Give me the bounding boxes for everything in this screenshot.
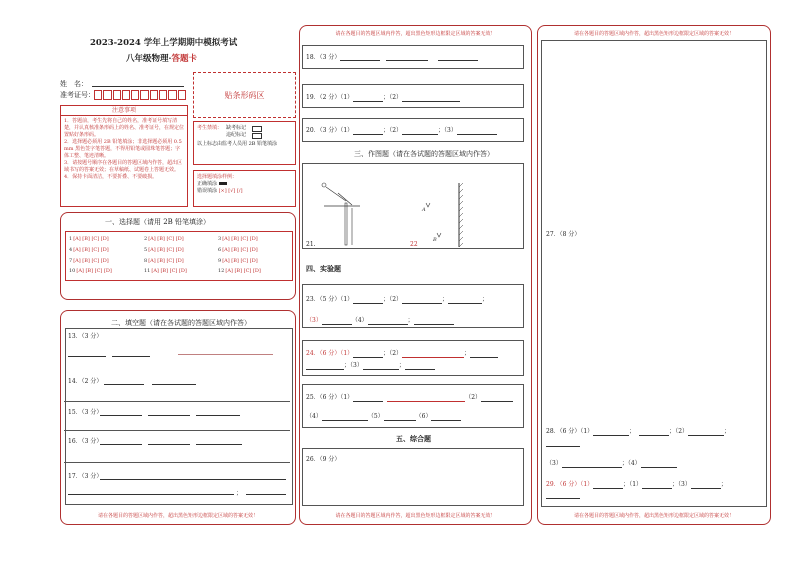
q28-text: 28．（6 分）（1） [546, 428, 594, 435]
q24-text-4: ； [344, 362, 351, 369]
q24-blank[interactable] [405, 363, 435, 370]
choice-number: 2 [144, 236, 148, 242]
q28-blank[interactable] [641, 461, 677, 468]
boundary-warning: 请在各题目的答题区域内作答，超出黑色矩形边框限定区域的答案无效！ [335, 31, 496, 37]
q23-text-2: ；（2） [383, 296, 403, 303]
q20-blank[interactable] [353, 128, 383, 135]
q13-label: 13．（3 分） [68, 333, 103, 340]
boundary-warning: 请在各题目的答题区域内作答，超出黑色矩形边框限定区域的答案无效！ [97, 513, 258, 519]
q24-text-6: ； [398, 362, 405, 369]
q24-line-1 [306, 350, 498, 358]
q25-text-3: （4） [306, 413, 322, 420]
divider [64, 430, 290, 431]
q29-text-5: （3） [678, 481, 691, 488]
q29-text-3: （1） [629, 481, 643, 488]
q29-line-1 [546, 481, 727, 489]
section-fill [60, 310, 296, 525]
point-a: A [422, 207, 426, 213]
barcode-label: 贴条形码区 [224, 90, 265, 100]
choice-number: 1 [69, 236, 73, 242]
point-b-mark [437, 233, 441, 237]
choice-item[interactable] [218, 258, 258, 264]
q24-text-2: ；（2） [383, 350, 403, 357]
choice-item[interactable] [69, 247, 109, 253]
exam-status-note: 以上标志由监考人员用 2B 铅笔填涂 [197, 141, 278, 147]
q20-text-3: ；（3） [438, 127, 457, 134]
q17-label: 17．（3 分） [68, 473, 103, 480]
choice-item[interactable] [144, 268, 187, 274]
q26-label: 26．（9 分） [306, 456, 341, 463]
q13-blank[interactable] [178, 354, 273, 355]
q23-text-6: （4） [351, 317, 368, 324]
light-ray [326, 187, 346, 201]
q15-blank[interactable] [196, 415, 240, 416]
q29-text-4: ； [672, 481, 679, 488]
choice-number: 7 [69, 258, 73, 264]
q14-blank[interactable] [104, 384, 144, 385]
q29-blank[interactable] [546, 498, 580, 499]
mirror-hatch [459, 183, 463, 247]
q20-text-2: ；（2） [383, 127, 403, 134]
q25-blank[interactable] [353, 395, 383, 402]
notes-title: 注意事项 [61, 106, 187, 116]
section-comprehensive-title: 五、综合题 [396, 434, 431, 443]
q28-text-4: （2） [675, 428, 689, 435]
correct-fill-label: 正确填涂 [197, 181, 218, 187]
q27-answer-area[interactable] [541, 40, 767, 507]
section-choice-title: 一、选择题（请用 2B 铅笔填涂） [105, 218, 211, 226]
q25-blank[interactable] [322, 414, 368, 421]
q23-line-2 [306, 317, 454, 325]
q25-blank[interactable] [384, 414, 416, 421]
name-label: 姓 名： [60, 80, 88, 88]
q23-blank[interactable] [402, 297, 442, 304]
id-boxes[interactable] [94, 90, 186, 100]
q17-semicolon: ； [236, 490, 243, 497]
note-item: 4．保持卡面清洁，不要折叠、不要破损。 [64, 174, 158, 180]
q23-blank[interactable] [322, 318, 352, 325]
choice-number: 5 [144, 247, 148, 253]
q24-line-2 [306, 362, 435, 370]
q19-text: 19．（2 分）（1） [306, 94, 354, 101]
q20-text: 20．（3 分）（1） [306, 127, 354, 134]
section-choice [60, 212, 296, 300]
q20-label [306, 127, 497, 135]
wrong-fill-marks: [×] [√] [/] [218, 188, 243, 194]
choice-number: 12 [218, 268, 225, 274]
q24-blank[interactable] [363, 363, 399, 370]
divider [64, 401, 290, 402]
divider [64, 462, 290, 463]
q15-label: 15．（3 分） [68, 409, 103, 416]
q13-blank[interactable] [68, 356, 106, 357]
q13-blank[interactable] [112, 356, 150, 357]
card-label: 答题卡 [171, 54, 197, 64]
subject-name: 八年级物理 [126, 54, 169, 64]
q24-blank[interactable] [402, 351, 464, 358]
notes-box [60, 105, 188, 207]
choice-number: 6 [218, 247, 222, 253]
absent-label: 缺考标记 [226, 125, 247, 131]
violation-checkbox[interactable] [252, 133, 262, 139]
q20-blank[interactable] [402, 128, 438, 135]
choice-item[interactable] [218, 236, 258, 242]
q23-blank[interactable] [448, 297, 482, 304]
correct-fill-mark [219, 182, 227, 185]
q19-blank[interactable] [353, 95, 383, 102]
q25-blank[interactable] [387, 395, 465, 402]
choice-options[interactable]: [A] [B] [C] [D] [151, 268, 187, 274]
absent-checkbox[interactable] [252, 126, 262, 132]
choice-options[interactable]: [A] [B] [C] [D] [222, 247, 258, 253]
q16-blank[interactable] [100, 444, 142, 445]
q28-line-3 [546, 460, 677, 468]
choice-number: 4 [69, 247, 73, 253]
q15-blank[interactable] [100, 415, 142, 416]
pole [345, 203, 347, 245]
q28-text-6: （3） [546, 460, 562, 467]
subject-title [126, 52, 197, 64]
q16-blank[interactable] [196, 444, 242, 445]
point-a-mark [426, 203, 430, 207]
q20-blank[interactable] [457, 128, 497, 135]
q28-blank[interactable] [639, 429, 669, 436]
q28-text-7: ； [621, 460, 628, 467]
q18-blank[interactable] [386, 60, 428, 61]
choice-options[interactable]: [A] [B] [C] [D] [222, 236, 258, 242]
fill-sample-box [193, 170, 296, 207]
choice-options[interactable]: [A] [B] [C] [D] [73, 258, 109, 264]
q23-blank[interactable] [414, 318, 454, 325]
q14-blank[interactable] [152, 384, 196, 385]
q23-text: 23．（5 分）（1） [306, 296, 354, 303]
choice-item[interactable] [69, 258, 109, 264]
q23-blank[interactable] [368, 318, 408, 325]
q19-blank[interactable] [402, 95, 460, 102]
q28-blank[interactable] [546, 446, 580, 447]
q28-blank[interactable] [562, 461, 622, 468]
q23-blank[interactable] [353, 297, 383, 304]
section-experiment-title: 四、实验题 [306, 264, 341, 273]
q24-text-5: （3） [350, 362, 363, 369]
q23-text-3: ； [442, 296, 449, 303]
choice-number: 10 [69, 268, 76, 274]
q29-blank[interactable] [691, 482, 721, 489]
q23-text-7: ； [407, 317, 414, 324]
name-field[interactable] [92, 86, 184, 87]
q28-blank[interactable] [593, 429, 629, 436]
choice-number: 9 [218, 258, 222, 264]
choice-options[interactable]: [A] [B] [C] [D] [148, 258, 184, 264]
note-item: 3．请按题号顺序在各题目的答题区域内作答，超出区域书写的答案无效；在草稿纸、试题卷上答题无效。 [64, 160, 183, 173]
q16-blank[interactable] [148, 444, 190, 445]
choice-number: 11 [144, 268, 151, 274]
q28-blank[interactable] [688, 429, 724, 436]
q16-label: 16．（3 分） [68, 438, 103, 445]
q25-blank[interactable] [481, 395, 513, 402]
barcode-area [193, 72, 296, 118]
choice-options[interactable]: [A] [B] [C] [D] [76, 268, 112, 274]
wrong-fill-label: 错误填涂 [197, 188, 218, 194]
q23-text-4: ； [482, 296, 489, 303]
q25-text-4: （5） [367, 413, 384, 420]
choice-number: 8 [144, 258, 148, 264]
q14-label: 14．（2 分） [68, 378, 103, 385]
exam-status-box [193, 121, 296, 165]
choice-options[interactable]: [A] [B] [C] [D] [73, 236, 109, 242]
q28-text-3: ； [669, 428, 676, 435]
q23-text-5: （3） [306, 317, 322, 324]
q24-text: 24．（6 分）（1） [306, 350, 354, 357]
q25-line-1 [306, 394, 513, 402]
choice-item[interactable] [218, 268, 261, 274]
q19-label [306, 94, 460, 102]
q25-text-2: （2） [465, 394, 482, 401]
exam-status-label: 考生禁填： [197, 125, 223, 131]
q25-text: 25．（6 分）（1） [306, 394, 354, 401]
choice-options[interactable]: [A] [B] [C] [D] [148, 236, 184, 242]
q23-line-1 [306, 296, 488, 304]
choice-item[interactable] [144, 236, 184, 242]
choice-item[interactable] [218, 247, 258, 253]
light-source [322, 183, 326, 187]
choice-options[interactable]: [A] [B] [C] [D] [148, 247, 184, 253]
choice-item[interactable] [144, 247, 184, 253]
q28-text-5: ； [724, 428, 731, 435]
note-item: 1．答题前，考生先将自己的姓名，准考证号填写清楚，并认真核准条形码上的姓名、准考证号，在规定位置贴好条形码。 [64, 118, 185, 138]
q15-blank[interactable] [148, 415, 190, 416]
section-drawing-title: 三、作图题（请在各试题的答题区域内作答） [354, 150, 494, 158]
q28-line-1 [546, 428, 730, 436]
q24-blank[interactable] [306, 363, 344, 370]
q24-blank[interactable] [470, 351, 498, 358]
q29-text-2: ； [623, 481, 630, 488]
q17-blank[interactable] [68, 494, 234, 495]
choice-item[interactable] [69, 236, 109, 242]
q27-label: 27．（8 分） [546, 231, 581, 238]
exam-title: 2023-2024 学年上学期期中模拟考试 [90, 38, 238, 48]
q25-text-5: （6） [415, 413, 432, 420]
id-label: 准考证号： [60, 91, 95, 99]
fill-sample-label: 选择题填涂样例： [197, 174, 238, 180]
q24-box[interactable] [302, 340, 524, 376]
q28-text-2: ； [629, 428, 636, 435]
point-b: B [433, 237, 437, 243]
q28-text-8: （4） [627, 460, 641, 467]
boundary-warning: 请在各题目的答题区域内作答，超出黑色矩形边框限定区域的答案无效！ [573, 31, 734, 37]
boundary-warning: 请在各题目的答题区域内作答，超出黑色矩形边框限定区域的答案无效！ [335, 513, 496, 519]
q29-blank[interactable] [593, 482, 623, 489]
section-fill-title: 二、填空题（请在各试题的答题区域内作答） [111, 319, 251, 327]
choice-item[interactable] [69, 268, 112, 274]
boundary-warning: 请在各题目的答题区域内作答，超出黑色矩形边框限定区域的答案无效！ [573, 513, 734, 519]
drawing-figure [302, 163, 524, 249]
choice-item[interactable] [144, 258, 184, 264]
choice-number: 3 [218, 236, 222, 242]
title-dot: · [168, 54, 172, 64]
choice-options[interactable]: [A] [B] [C] [D] [73, 247, 109, 253]
violation-label: 违纪标记 [226, 132, 247, 138]
q18-blank[interactable] [438, 60, 478, 61]
q24-blank[interactable] [353, 351, 383, 358]
q21-label: 21. [306, 241, 316, 248]
q25-box[interactable] [302, 384, 524, 428]
q22-label: 22 [410, 241, 418, 248]
q18-blank[interactable] [340, 60, 380, 61]
note-item: 2．选择题必须用 2B 铅笔填涂；非选择题必须用 0.5 mm 黑色签字笔答题，不得用铅笔或圆珠笔答题；字体工整、笔迹清晰。 [64, 139, 182, 159]
q17-blank[interactable] [246, 494, 286, 495]
q18-label: 18．（3 分） [306, 54, 341, 61]
q25-line-2 [306, 413, 461, 421]
q24-text-3: ； [464, 350, 471, 357]
q17-blank[interactable] [100, 479, 286, 480]
q25-blank[interactable] [431, 414, 461, 421]
choice-options[interactable]: [A] [B] [C] [D] [222, 258, 258, 264]
q29-text-6: ； [720, 481, 727, 488]
choice-options[interactable]: [A] [B] [C] [D] [225, 268, 261, 274]
q29-blank[interactable] [642, 482, 672, 489]
q29-text: 29．（6 分）（1） [546, 481, 594, 488]
q19-text-2: ；（2） [383, 94, 403, 101]
